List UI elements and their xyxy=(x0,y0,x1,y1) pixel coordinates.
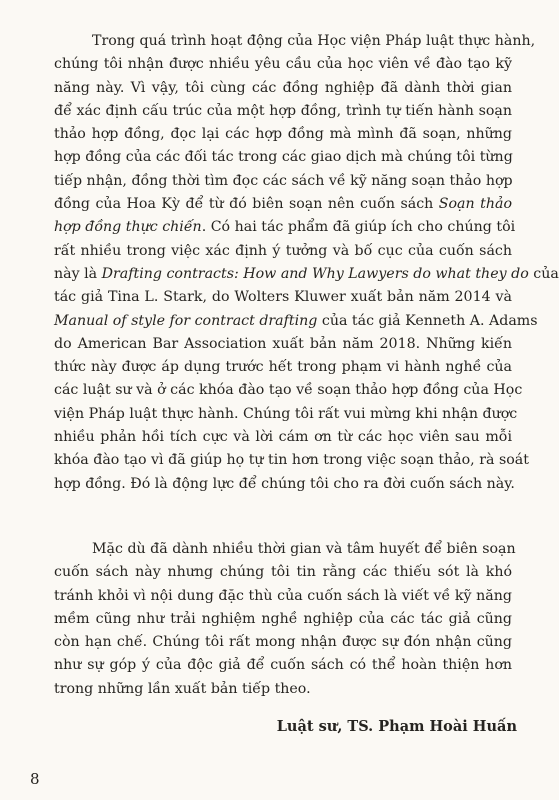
text-line xyxy=(54,216,516,239)
text-run: thảo hợp đồng, đọc lại các hợp đồng mà mình đã soạn, những xyxy=(54,126,512,143)
text-line xyxy=(54,333,512,356)
text-run: cuốn sách này nhưng chúng tôi tin rằng các thiếu sót là khó xyxy=(54,564,512,581)
text-run: tác giả Tina L. Stark, do Wolters Kluwer xuất bản năm 2014 và xyxy=(54,289,512,306)
text-run: đồng của Hoa Kỳ để từ đó biên soạn nên cuốn sách xyxy=(54,196,439,213)
text-line xyxy=(54,100,512,123)
text-line xyxy=(54,53,512,76)
text-run: hợp đồng. Đó là động lực để chúng tôi cho ra đời cuốn sách này. xyxy=(54,475,515,492)
text-run: để xác định cấu trúc của một hợp đồng, trình tự tiến hành soạn xyxy=(54,102,512,119)
text-run: mềm cũng như trải nghiệm nghề nghiệp của các tác giả cũng xyxy=(54,610,512,627)
text-run: khóa đào tạo vì đã giúp họ tự tin hơn trong việc soạn thảo, rà soát xyxy=(54,452,529,469)
text-line xyxy=(54,678,512,701)
text-run: Trong quá trình hoạt động của Học viện Pháp luật thực hành, xyxy=(92,33,536,49)
text-line xyxy=(54,146,512,169)
text-run: của xyxy=(528,265,559,282)
text-line xyxy=(54,449,529,472)
text-line xyxy=(54,286,512,309)
text-line xyxy=(54,561,512,584)
text-line xyxy=(54,193,512,216)
text-run: . Có hai tác phẩm đã giúp ích cho chúng tôi xyxy=(201,219,516,236)
text-line xyxy=(54,240,512,263)
italic-title: Soạn thảo xyxy=(438,196,512,213)
text-line xyxy=(54,538,516,561)
author-signature: Luật sư, TS. Phạm Hoài Huấn xyxy=(276,718,517,735)
text-run: trong những lần xuất bản tiếp theo. xyxy=(54,680,311,697)
text-line xyxy=(54,585,512,608)
text-line xyxy=(54,473,515,496)
paragraph-1 xyxy=(54,30,559,496)
text-line xyxy=(54,379,523,402)
text-line xyxy=(54,403,518,426)
text-run: năng này. Vì vậy, tôi cùng các đồng nghiệp đã dành thời gian xyxy=(54,79,512,96)
text-line xyxy=(54,123,512,146)
text-run: thức này được áp dụng trước hết trong phạm vi hành nghề của xyxy=(54,359,512,376)
text-line xyxy=(54,608,512,631)
paragraph-2 xyxy=(54,538,516,701)
text-line xyxy=(54,30,536,53)
text-run: Mặc dù đã dành nhiều thời gian và tâm huyết để biên soạn xyxy=(92,541,516,557)
text-line xyxy=(54,356,512,379)
text-run: này là xyxy=(54,265,102,282)
text-line xyxy=(54,426,512,449)
text-run: tiếp nhận, đồng thời tìm đọc các sách về kỹ năng soạn thảo hợp xyxy=(54,172,513,189)
text-run: còn hạn chế. Chúng tôi rất mong nhận được sự đón nhận cũng xyxy=(54,634,512,651)
italic-title: Manual of style for contract drafting xyxy=(54,312,318,329)
text-run: viện Pháp luật thực hành. Chúng tôi rất vui mừng khi nhận được xyxy=(54,405,518,422)
text-run: do American Bar Association xuất bản năm 2018. Những kiến xyxy=(54,335,512,352)
text-run: của tác giả Kenneth A. Adams xyxy=(317,312,538,329)
text-run: rất nhiều trong việc xác định ý tưởng và bố cục của cuốn sách xyxy=(54,242,512,259)
italic-title: Drafting contracts: How and Why Lawyers do what they do xyxy=(101,265,529,282)
text-line xyxy=(54,170,512,193)
text-run: nhiều phản hồi tích cực và lời cám ơn từ các học viên sau mỗi xyxy=(54,429,512,446)
text-line xyxy=(54,310,538,333)
text-line xyxy=(54,77,512,100)
italic-title: hợp đồng thực chiến xyxy=(54,219,202,236)
text-run: chúng tôi nhận được nhiều yêu cầu của học viên về đào tạo kỹ xyxy=(54,56,512,73)
text-run: tránh khỏi vì nội dung đặc thù của cuốn sách là viết về kỹ năng xyxy=(54,587,512,604)
text-line xyxy=(54,654,512,677)
text-run: như sự góp ý của độc giả để cuốn sách có thể hoàn thiện hơn xyxy=(54,657,512,674)
page-number: 8 xyxy=(30,770,40,788)
text-line xyxy=(54,263,559,286)
text-run: hợp đồng của các đối tác trong các giao dịch mà chúng tôi từng xyxy=(54,149,513,166)
text-line xyxy=(54,631,512,654)
text-run: các luật sư và ở các khóa đào tạo về soạn thảo hợp đồng của Học xyxy=(54,382,523,399)
